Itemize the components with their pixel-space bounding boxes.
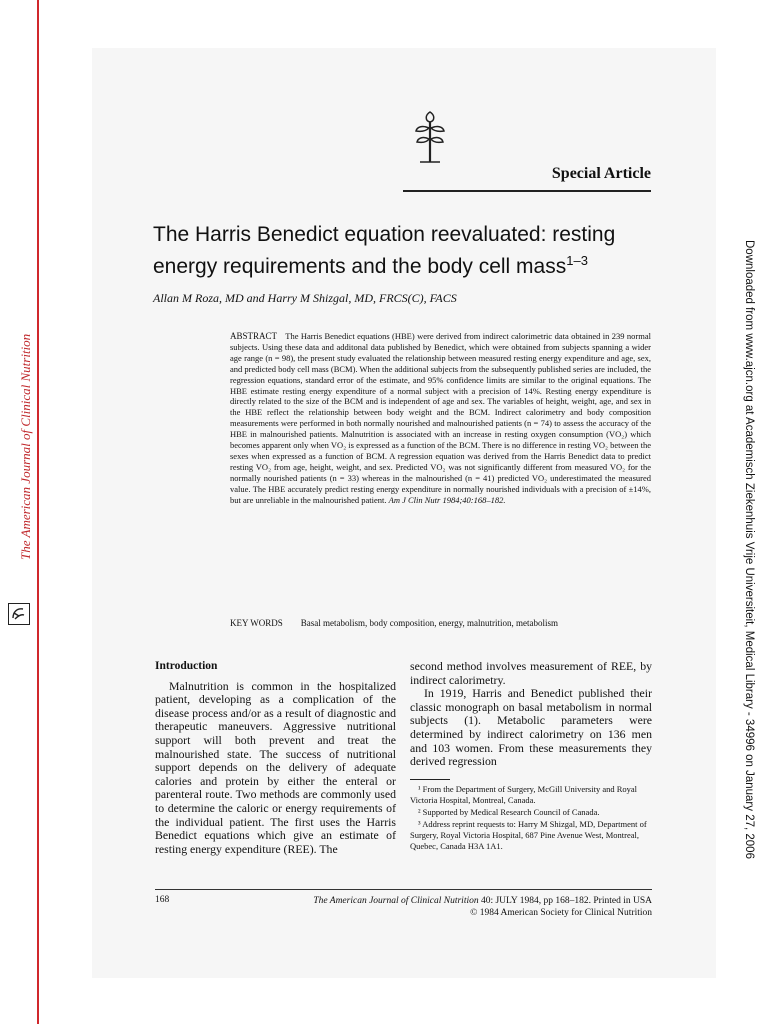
journal-logo-icon — [8, 603, 30, 625]
footnote-rule — [410, 779, 450, 780]
intro-continuation: second method involves measurement of REE, by indirect calorimetry. — [410, 659, 652, 687]
side-journal-label: The American Journal of Clinical Nutrition — [18, 333, 33, 560]
article-title — [153, 222, 673, 280]
abstract-citation: Am J Clin Nutr 1984;40:168–182. — [388, 494, 506, 505]
footnote-2: ² Supported by Medical Research Council of Canada. — [418, 807, 600, 817]
title-text: The Harris Benedict equation reevaluated: resting energy requirements and the body cell mass — [153, 223, 616, 278]
intro-column-left — [155, 660, 396, 856]
intro-column-right — [410, 660, 652, 769]
keywords-list: Basal metabolism, body composition, energy, malnutrition, metabolism — [300, 618, 558, 628]
abstract — [230, 331, 651, 506]
keywords-label: KEY WORDS — [230, 618, 283, 628]
footer-journal: The American Journal of Clinical Nutrition — [313, 896, 479, 906]
authors: Allan M Roza, MD and Harry M Shizgal, MD, FRCS(C), FACS — [153, 291, 457, 305]
footnotes — [410, 784, 652, 853]
download-notice: Downloaded from www.ajcn.org at Academisch Ziekenhuis Vrije Universiteit, Medical Library - 34996 on January 27, 2006 — [743, 240, 755, 859]
footnote-1: ¹ From the Department of Surgery, McGill University and Royal Victoria Hospital, Montreal, Canada. — [410, 784, 638, 805]
footnote-3: ³ Address reprint requests to: Harry M Shizgal, MD, Department of Surgery, Royal Victoria Hospital, 687 Pine Avenue West, Montreal, Quebec, Canada H3A 1A1. — [410, 819, 647, 851]
header-rule — [403, 190, 651, 192]
footer-citation — [230, 895, 652, 919]
abstract-label: ABSTRACT — [230, 331, 278, 341]
intro-paragraph: Malnutrition is common in the hospitalized patient, developing as a complication of the disease process and/or as a result of diagnostic and therapeutic maneuvers. Aggressive nutritional support will both prevent and treat the malnourished state. The success of nutritional support depends on the delivery of adequate calories and protein by either the enteral or parenteral route. Two methods are commonly used to determine the caloric or energy requirements of the individual patient. The first uses the Harris Benedict equations which give an estimate of resting energy expenditure (REE). The — [155, 678, 396, 856]
title-footnote-marker: 1–3 — [566, 253, 588, 268]
page-number: 168 — [155, 895, 170, 905]
tree-emblem-icon — [410, 106, 450, 164]
section-label: Special Article — [551, 165, 651, 182]
footer-rule — [155, 889, 652, 890]
abstract-text: The Harris Benedict equations (HBE) were derived from indirect calorimetric data obtained in 239 normal subjects. Using these data and additonal data published by Benedict, which were obtained from subjects spanning a wider age range (n = 98), the present study evaluated the relationship between measured resting energy expenditure and age, sex, and predicted body cell mass (BCM). When the additional subjects from the subsequently published series are included, the regression equations, standard error of the estimate, and 95% confidence limits are similar to the original equations. The HBE estimate resting energy expenditure of a normal subject with a precision of 14%. Resting energy expenditure is directly related to the size of the BCM and is independent of age and sex. The variables of height, weight, age, and sex in the HBE reflect the relationship between body weight and the BCM. Indirect calorimetry and body composition measurements were performed in both normally nourished and malnourished patients (n = 74) to assess the accuracy of the HBE in malnourished patients. Malnutrition is associated with an increase in resting oxygen consumption (VO₂) which becomes apparent only when VO₂ is expressed as a function of the BCM. There is no difference in resting VO₂ between the sexes when expressed as a function of BCM. A regression equation was derived from the Harris Benedict data to predict resting VO₂ from age, height, weight, and sex. Predicted VO₂ was not significantly different from measured VO₂ for the normally nourished patients (n = 33) whereas in the malnourished (n = 41) predicted VO₂ underestimated the measured value. The HBE accurately predict resting energy expenditure in normally nourished individuals with a precision of ±14%, but are unreliable in the malnourished patient. — [230, 331, 651, 505]
intro-heading: Introduction — [155, 660, 218, 672]
intro-paragraph-2: In 1919, Harris and Benedict published their classic monograph on basal metabolism in normal subjects (1). Metabolic parameters were determined by indirect calorimetry on 136 men and 103 women. From these measurements they derived regression — [410, 686, 652, 769]
footer-issue: 40: JULY 1984, pp 168–182. Printed in USA — [480, 896, 652, 906]
footer-copyright: © 1984 American Society for Clinical Nutrition — [470, 908, 652, 918]
keywords — [230, 618, 651, 628]
